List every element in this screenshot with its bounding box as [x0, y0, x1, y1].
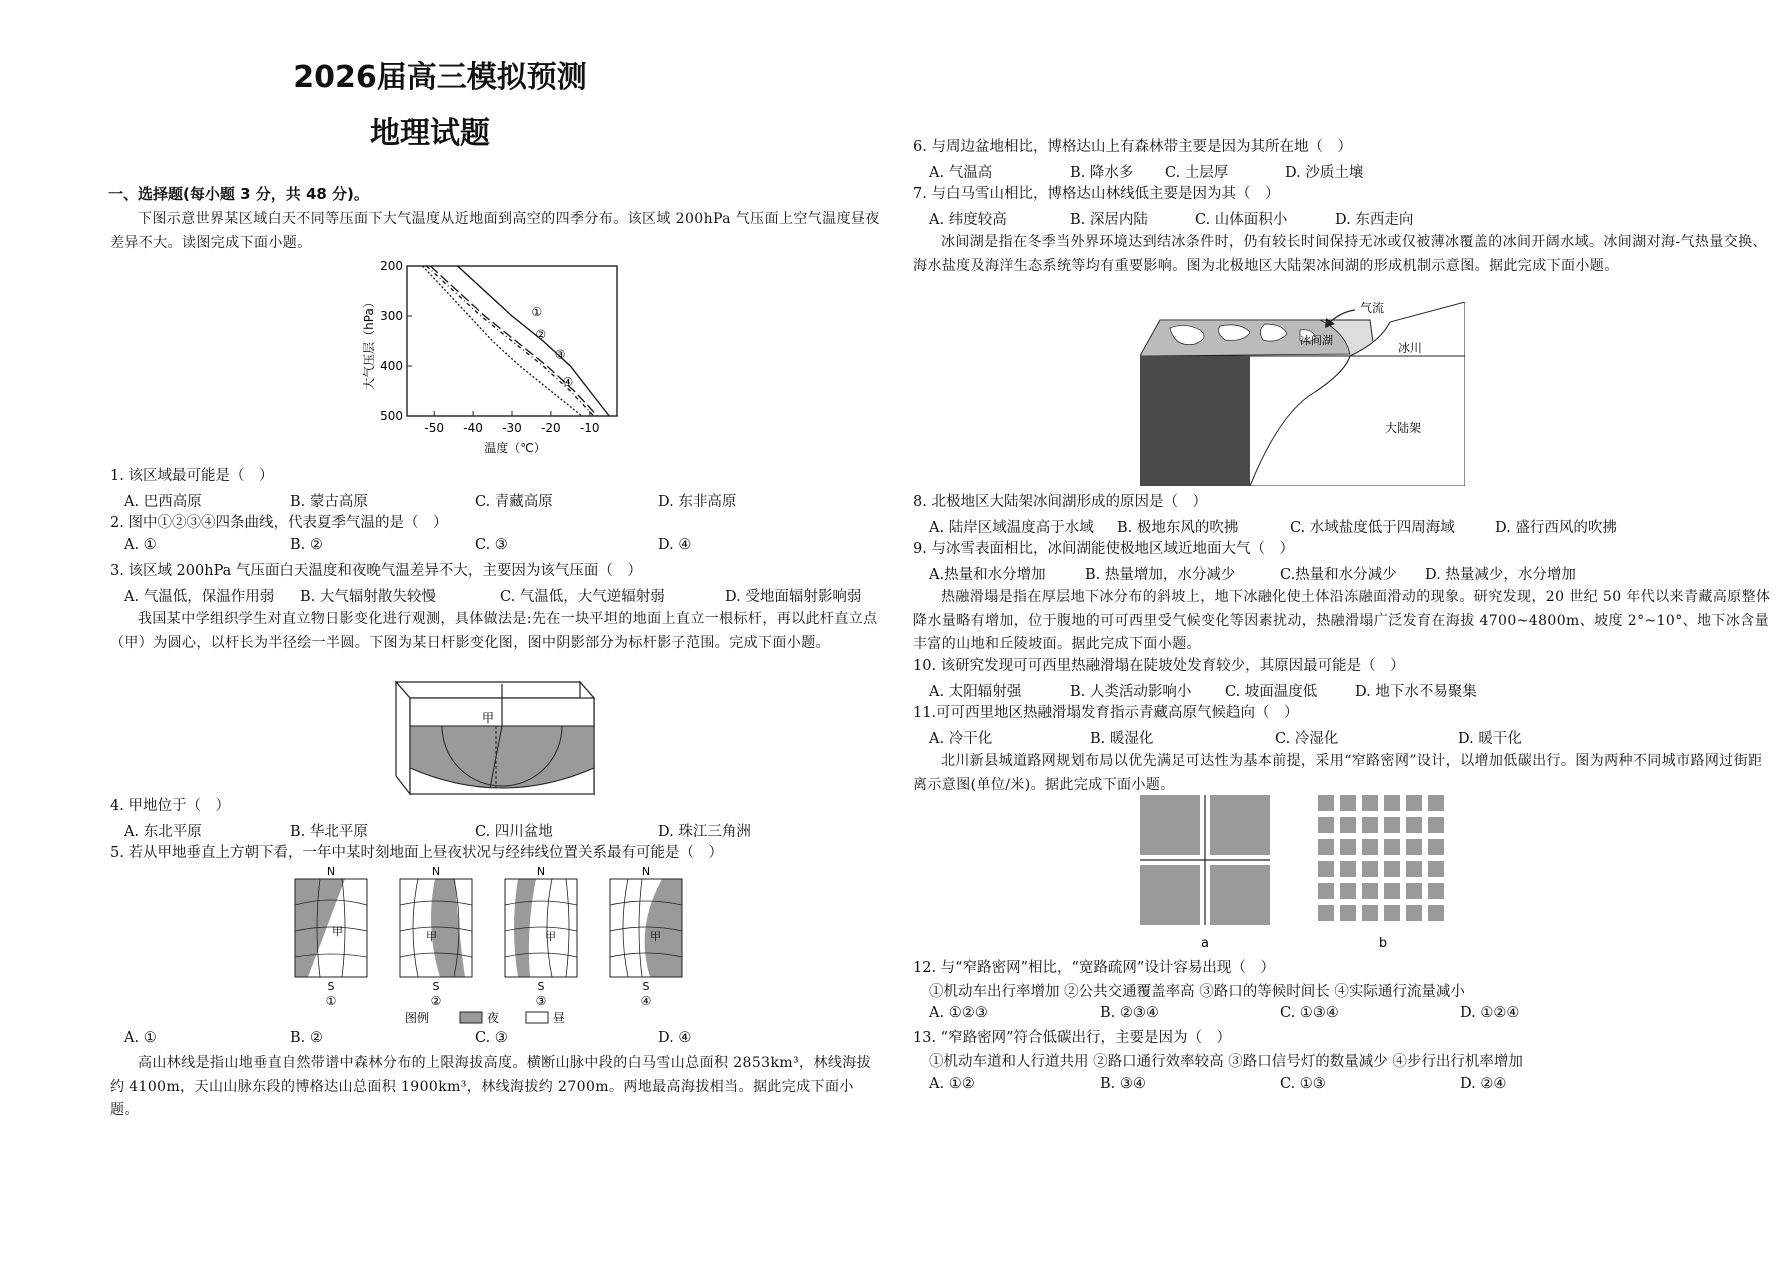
q12-stem: 12. 与“窄路密网”相比，“宽路疏网”设计容易出现（ ）	[913, 960, 1275, 976]
q11-stem: 11.可可西里地区热融滑塌发育指示青藏高原气候趋向（ ）	[913, 705, 1299, 721]
q3-option-a[interactable]: A. 气温低，保温作用弱	[124, 589, 275, 605]
block	[1340, 839, 1356, 855]
q12-option-c[interactable]: C. ①③④	[1280, 1005, 1339, 1021]
block	[1406, 905, 1422, 921]
block	[1406, 883, 1422, 899]
svg-text:b: b	[1378, 936, 1388, 951]
svg-text:N: N	[641, 865, 651, 878]
series-line-1	[458, 266, 610, 416]
q11-option-d[interactable]: D. 暖干化	[1458, 731, 1522, 747]
y-tick-label: 200	[380, 259, 403, 273]
block	[1428, 817, 1444, 833]
block	[1340, 883, 1356, 899]
block	[1428, 795, 1444, 811]
q8-option-a[interactable]: A. 陆岸区域温度高于水域	[929, 520, 1094, 536]
panel-4	[610, 865, 682, 1008]
chart-xlabel: 温度（℃）	[484, 441, 546, 455]
q7-stem: 7. 与白马雪山相比，博格达山林线低主要是因为其（ ）	[913, 186, 1280, 202]
q4-option-c[interactable]: C. 四川盆地	[475, 824, 553, 840]
q1-option-b[interactable]: B. 蒙古高原	[290, 494, 368, 510]
day-night-panels	[290, 865, 710, 1025]
block	[1340, 817, 1356, 833]
svg-text:N: N	[536, 865, 546, 878]
series-line-4	[423, 266, 582, 416]
q10-option-a[interactable]: A. 太阳辐射强	[929, 684, 1022, 700]
q11-option-a[interactable]: A. 冷干化	[929, 731, 993, 747]
q13-option-b[interactable]: B. ③④	[1100, 1076, 1146, 1092]
polynya-figure	[1140, 302, 1465, 486]
q11-option-b[interactable]: B. 暖湿化	[1090, 731, 1154, 747]
q3-option-b[interactable]: B. 大气辐射散失较慢	[300, 589, 436, 605]
svg-text:N: N	[326, 865, 336, 878]
q13-option-a[interactable]: A. ①②	[929, 1076, 975, 1092]
legend	[405, 1010, 565, 1025]
q1-option-a[interactable]: A. 巴西高原	[124, 494, 202, 510]
svg-text:③: ③	[535, 994, 547, 1008]
y-tick-label: 500	[380, 409, 403, 423]
q6-stem: 6. 与周边盆地相比，博格达山上有森林带主要是因为其所在地（ ）	[913, 139, 1352, 155]
block	[1340, 795, 1356, 811]
q2-stem: 2. 图中①②③④四条曲线，代表夏季气温的是（ ）	[110, 515, 448, 531]
q4-option-d[interactable]: D. 珠江三角洲	[658, 824, 751, 840]
svg-text:夜: 夜	[487, 1011, 500, 1025]
q5-option-d[interactable]: D. ④	[658, 1030, 692, 1046]
panel-1	[295, 865, 367, 1008]
q9-option-a[interactable]: A.热量和水分增加	[929, 567, 1046, 583]
svg-text:大陆架: 大陆架	[1385, 421, 1422, 435]
block	[1362, 839, 1378, 855]
block	[1362, 861, 1378, 877]
q6-option-d[interactable]: D. 沙质土壤	[1285, 165, 1364, 181]
block	[1362, 905, 1378, 921]
block	[1362, 817, 1378, 833]
x-tick-label: -40	[463, 421, 483, 435]
q13-stem: 13. “窄路密网”符合低碳出行，主要是因为（ ）	[913, 1030, 1231, 1046]
q1-stem: 1. 该区域最可能是（ ）	[110, 468, 274, 484]
chart-ylabel: 大气压层（hPa）	[362, 296, 376, 390]
block	[1428, 905, 1444, 921]
exam-subject: 地理试题	[370, 116, 490, 151]
q6-option-c[interactable]: C. 土层厚	[1165, 165, 1229, 181]
q8-stem: 8. 北极地区大陆架冰间湖形成的原因是（ ）	[913, 494, 1207, 510]
q13-option-c[interactable]: C. ①③	[1280, 1076, 1326, 1092]
block	[1384, 905, 1400, 921]
intro-thaw-slump: 热融滑塌是指在厚层地下冰分布的斜坡上，地下冰融化使土体沿冻融面滑动的现象。研究发现，20 世纪 50 年代以来青藏高原整体降水量略有增加，位于腹地的可可西里受气候变化等因素扰动，热融滑塌广泛发育在海拔 4700~4800m、坡度 2°~10°、地下冰含量丰富的山地和丘陵坡面。据此完成下面小题。	[913, 589, 1771, 652]
svg-text:①: ①	[325, 994, 337, 1008]
intro-shadow: 我国某中学组织学生对直立物日影变化进行观测，具体做法是:先在一块平坦的地面上直立一根标杆，再以此杆直立点（甲）为圆心，以杆长为半径绘一半圆。下图为某日杆影变化图，图中阴影部分为标杆影子范围。完成下面小题。	[110, 611, 878, 651]
q8-option-d[interactable]: D. 盛行西风的吹拂	[1495, 520, 1617, 536]
svg-text:④: ④	[640, 994, 652, 1008]
block	[1318, 905, 1334, 921]
block	[1406, 817, 1422, 833]
series-line-3	[426, 266, 593, 416]
svg-text:甲: 甲	[332, 925, 343, 938]
q8-option-c[interactable]: C. 水域盐度低于四周海域	[1290, 520, 1455, 536]
q9-option-d[interactable]: D. 热量减少，水分增加	[1425, 567, 1576, 583]
q10-option-c[interactable]: C. 坡面温度低	[1225, 684, 1318, 700]
svg-text:甲: 甲	[545, 930, 556, 943]
svg-text:气流: 气流	[1360, 302, 1385, 315]
panel-2	[400, 865, 472, 1008]
x-tick-label: -30	[502, 421, 522, 435]
shadow-figure	[390, 676, 600, 800]
q7-option-d[interactable]: D. 东西走向	[1335, 212, 1414, 228]
q4-option-b[interactable]: B. 华北平原	[290, 824, 368, 840]
block	[1340, 905, 1356, 921]
svg-text:S: S	[327, 980, 335, 993]
series-label-2: ②	[535, 327, 547, 342]
point-jia-label: 甲	[482, 711, 495, 725]
block	[1384, 817, 1400, 833]
q12-items: ①机动车出行率增加 ②公共交通覆盖率高 ③路口的等候时间长 ④实际通行流量减小	[929, 984, 1465, 1000]
intro-road-network: 北川新县城道路网规划布局以优先满足可达性为基本前提，采用“窄路密网”设计，以增加低碳出行。图为两种不同城市路网过街距离示意图(单位/米)。据此完成下面小题。	[913, 753, 1763, 793]
svg-text:S: S	[642, 980, 650, 993]
svg-text:图例: 图例	[405, 1011, 430, 1025]
q5-stem: 5. 若从甲地垂直上方朝下看，一年中某时刻地面上昼夜状况与经纬线位置关系最有可能是（ ）	[110, 845, 723, 861]
q4-stem: 4. 甲地位于（ ）	[110, 798, 230, 814]
q2-option-b[interactable]: B. ②	[290, 537, 323, 553]
q7-option-c[interactable]: C. 山体面积小	[1195, 212, 1288, 228]
svg-text:甲: 甲	[426, 930, 437, 943]
q8-option-b[interactable]: B. 极地东风的吹拂	[1117, 520, 1239, 536]
q5-option-a[interactable]: A. ①	[124, 1030, 157, 1046]
block	[1406, 861, 1422, 877]
svg-text:冰间湖: 冰间湖	[1300, 334, 1333, 347]
q6-option-a[interactable]: A. 气温高	[929, 165, 993, 181]
panel-3	[505, 865, 577, 1008]
block	[1406, 839, 1422, 855]
q5-option-b[interactable]: B. ②	[290, 1030, 323, 1046]
q7-option-b[interactable]: B. 深居内陆	[1070, 212, 1148, 228]
q3-stem: 3. 该区域 200hPa 气压面白天温度和夜晚气温差异不大，主要因为该气压面（ ）	[110, 563, 642, 579]
series-line-2	[430, 266, 597, 416]
section-heading: 一、选择题(每小题 3 分，共 48 分)。	[108, 185, 369, 203]
series-label-1: ①	[531, 305, 543, 319]
q9-stem: 9. 与冰雪表面相比，冰间湖能使极地区域近地面大气（ ）	[913, 541, 1294, 557]
q10-stem: 10. 该研究发现可可西里热融滑塌在陡坡处发育较少，其原因最可能是（ ）	[913, 658, 1405, 674]
block	[1318, 861, 1334, 877]
q2-option-c[interactable]: C. ③	[475, 537, 508, 553]
q3-option-d[interactable]: D. 受地面辐射影响弱	[725, 589, 862, 605]
block	[1318, 883, 1334, 899]
block	[1340, 861, 1356, 877]
intro-treeline: 高山林线是指山地垂直自然带谱中森林分布的上限海拔高度。横断山脉中段的白马雪山总面积 2853km³，林线海拔约 4100m，天山山脉东段的博格达山总面积 1900km³，林线海拔约 2700m。两地最高海拔相当。据此完成下面小题。	[110, 1055, 872, 1118]
grid-a	[1140, 795, 1270, 951]
q7-option-a[interactable]: A. 纬度较高	[929, 212, 1007, 228]
q10-option-d[interactable]: D. 地下水不易聚集	[1355, 684, 1477, 700]
q10-option-b[interactable]: B. 人类活动影响小	[1070, 684, 1192, 700]
y-tick-label: 300	[380, 309, 403, 323]
q1-option-c[interactable]: C. 青藏高原	[475, 494, 553, 510]
block	[1384, 861, 1400, 877]
block	[1318, 795, 1334, 811]
q4-option-a[interactable]: A. 东北平原	[124, 824, 202, 840]
intro-polynya: 冰间湖是指在冬季当外界环境达到结冰条件时，仍有较长时间保持无冰或仅被薄冰覆盖的冰间开阔水域。冰间湖对海-气热量交换、海水盐度及海洋生态系统等均有重要影响。图为北极地区大陆架冰间湖的形成机制示意图。据此完成下面小题。	[913, 234, 1767, 274]
svg-text:冰川: 冰川	[1398, 341, 1423, 355]
q9-option-b[interactable]: B. 热量增加，水分减少	[1085, 567, 1236, 583]
svg-text:甲: 甲	[650, 930, 661, 943]
series-label-3: ③	[554, 347, 566, 362]
block	[1362, 795, 1378, 811]
road-network-figure	[1140, 795, 1470, 955]
svg-text:昼: 昼	[553, 1011, 566, 1025]
q3-option-c[interactable]: C. 气温低，大气逆辐射弱	[500, 589, 665, 605]
block	[1384, 795, 1400, 811]
block	[1428, 861, 1444, 877]
block	[1428, 883, 1444, 899]
q13-items: ①机动车道和人行道共用 ②路口通行效率较高 ③路口信号灯的数量减少 ④步行出行机率增加	[929, 1054, 1523, 1070]
q12-option-a[interactable]: A. ①②③	[929, 1005, 988, 1021]
q9-option-c[interactable]: C.热量和水分减少	[1280, 567, 1397, 583]
x-tick-label: -10	[579, 421, 600, 435]
svg-text:N: N	[431, 865, 441, 878]
q11-option-c[interactable]: C. 冷湿化	[1275, 731, 1339, 747]
svg-text:S: S	[537, 980, 545, 993]
block	[1406, 795, 1422, 811]
svg-text:a: a	[1201, 936, 1209, 951]
q12-option-d[interactable]: D. ①②④	[1460, 1005, 1520, 1021]
svg-text:S: S	[432, 980, 440, 993]
temperature-pressure-chart	[355, 258, 635, 458]
q2-option-a[interactable]: A. ①	[124, 537, 157, 553]
q6-option-b[interactable]: B. 降水多	[1070, 165, 1134, 181]
block	[1384, 839, 1400, 855]
grid-b	[1318, 795, 1444, 951]
exam-title: 2026届高三模拟预测	[293, 60, 587, 95]
q2-option-d[interactable]: D. ④	[658, 537, 692, 553]
block	[1362, 883, 1378, 899]
q1-option-d[interactable]: D. 东非高原	[658, 494, 737, 510]
x-tick-label: -20	[541, 421, 561, 435]
x-tick-label: -50	[424, 421, 445, 435]
block	[1318, 839, 1334, 855]
series-label-4: ④	[562, 375, 574, 389]
block	[1318, 817, 1334, 833]
q12-option-b[interactable]: B. ②③④	[1100, 1005, 1159, 1021]
block	[1428, 839, 1444, 855]
y-tick-label: 400	[380, 359, 403, 373]
intro-temperature: 下图示意世界某区域白天不同等压面下大气温度从近地面到高空的四季分布。该区域 200hPa 气压面上空气温度昼夜差异不大。读图完成下面小题。	[110, 211, 880, 251]
svg-text:②: ②	[430, 994, 442, 1008]
q5-option-c[interactable]: C. ③	[475, 1030, 508, 1046]
q13-option-d[interactable]: D. ②④	[1460, 1076, 1507, 1092]
block	[1384, 883, 1400, 899]
